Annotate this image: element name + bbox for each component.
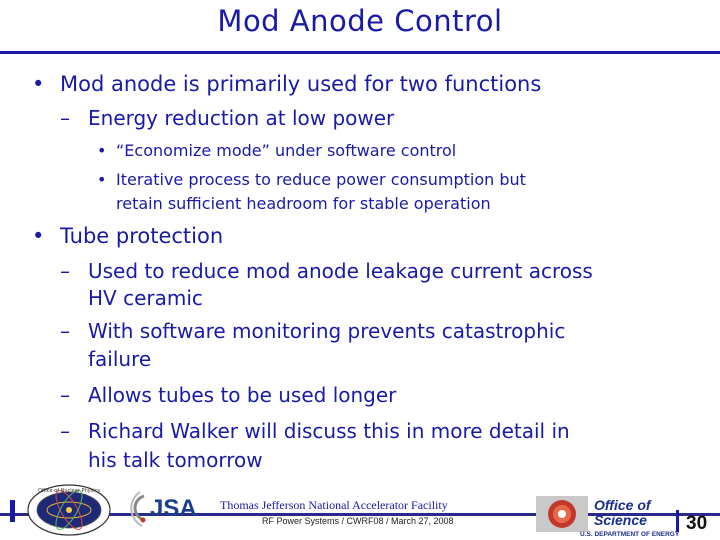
doe-emblem-icon — [536, 496, 588, 532]
bullet-marker: • — [32, 224, 45, 248]
bullet-text: “Economize mode” under software control — [116, 141, 457, 160]
bullet-marker: – — [60, 106, 70, 130]
bullet-text: Richard Walker will discuss this in more detail in — [88, 419, 570, 443]
bullet-text: Energy reduction at low power — [88, 106, 395, 130]
jsa-logo — [130, 486, 210, 530]
nuclear-physics-seal-logo — [26, 484, 112, 536]
bullet-item — [88, 283, 203, 314]
bullet-item — [32, 68, 541, 100]
science-label: Science — [594, 512, 647, 528]
bullet-item — [60, 316, 565, 347]
bullet-marker: • — [32, 72, 45, 96]
office-of-label: Office of — [594, 497, 651, 513]
bullet-text: Iterative process to reduce power consumption but — [116, 170, 526, 189]
bullet-text: With software monitoring prevents catastrophic — [88, 319, 566, 343]
seal-label: Office of Nuclear Physics — [38, 488, 100, 494]
bullet-text: Mod anode is primarily used for two functions — [60, 72, 542, 96]
bullet-marker: • — [97, 170, 107, 189]
right-edge-mark — [676, 510, 679, 532]
event-caption: RF Power Systems / CWRF08 / March 27, 2008 — [262, 516, 454, 526]
bullet-item — [60, 103, 394, 134]
left-edge-mark — [10, 500, 15, 522]
bullet-item — [60, 380, 396, 411]
bullet-marker: – — [60, 259, 70, 283]
bullet-marker: – — [60, 419, 70, 443]
bullet-text: Tube protection — [60, 224, 224, 248]
bullet-text: Used to reduce mod anode leakage current across — [88, 259, 593, 283]
bullet-item — [60, 416, 570, 447]
slide-title: Mod Anode Control — [217, 4, 503, 38]
bullet-item — [116, 192, 491, 215]
bullet-text: HV ceramic — [88, 286, 203, 310]
bullet-marker: • — [97, 141, 107, 160]
bullet-text: his talk tomorrow — [88, 448, 263, 472]
bullet-item — [32, 220, 223, 252]
bullet-text: Allows tubes to be used longer — [88, 383, 397, 407]
bullet-marker: – — [60, 319, 70, 343]
bullet-item — [88, 445, 263, 476]
bullet-text: failure — [88, 347, 152, 371]
bullet-marker: – — [60, 383, 70, 407]
bullet-item — [88, 344, 151, 375]
bullet-item — [97, 168, 526, 191]
doe-label: U.S. DEPARTMENT OF ENERGY — [580, 531, 680, 538]
bullet-text: retain sufficient headroom for stable operation — [116, 194, 491, 213]
facility-name: Thomas Jefferson National Accelerator Facility — [220, 498, 448, 512]
jsa-label: JSA — [150, 495, 197, 522]
page-number: 30 — [686, 513, 708, 534]
bullet-item — [97, 139, 456, 162]
title-rule — [0, 51, 720, 54]
